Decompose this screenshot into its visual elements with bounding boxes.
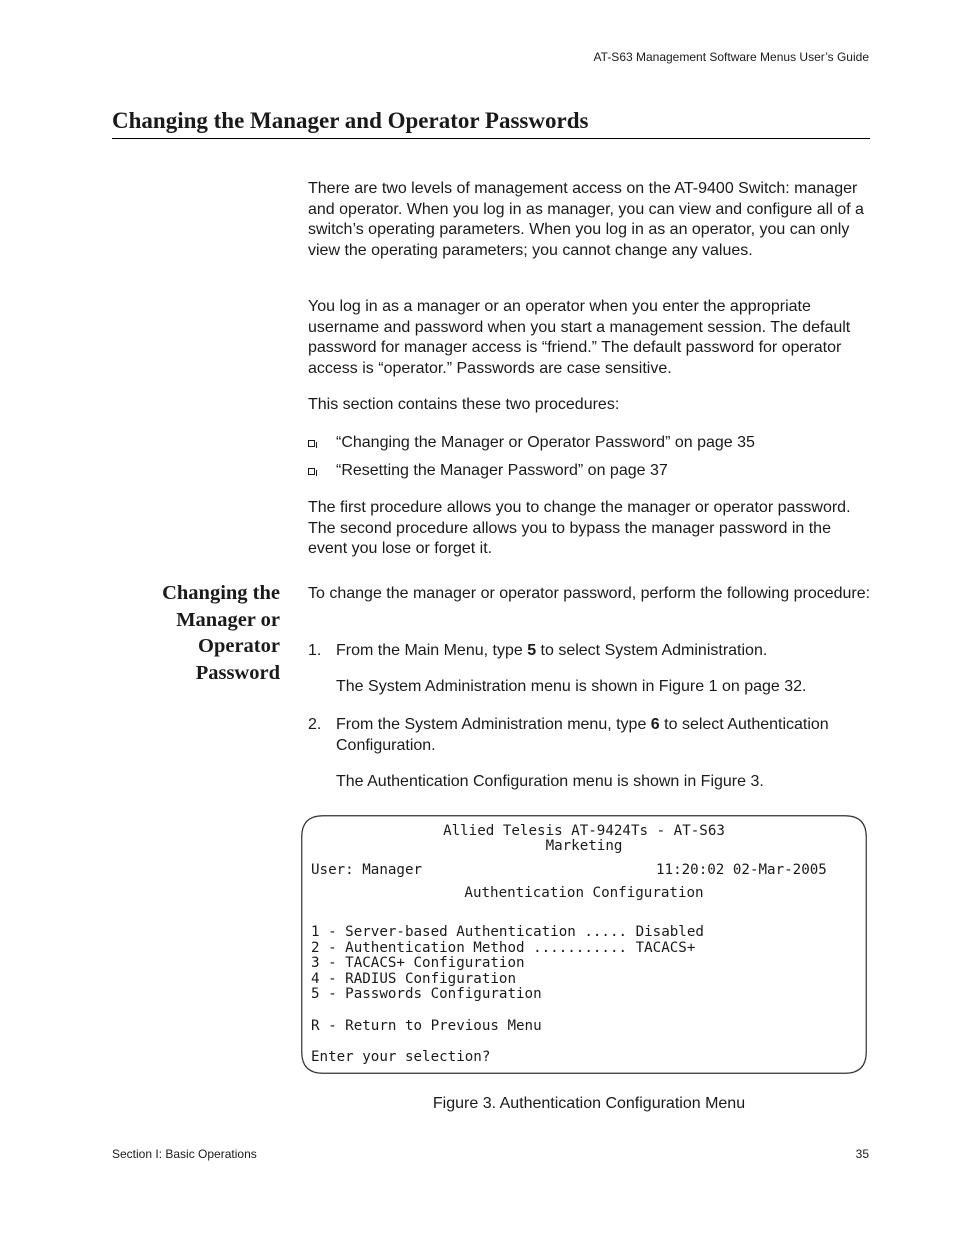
step-2: 2. From the System Administration menu, type 6 to select Authentication Configuration. (308, 716, 829, 754)
page-title: Changing the Manager and Operator Passwords (112, 108, 870, 139)
terminal-prompt[interactable]: Enter your selection? (311, 1049, 491, 1065)
intro-paragraph-1: There are two levels of management access on the AT-9400 Switch: manager and operator. When you log in as manager, you can view and configure all of a switch’s operating parameters. When you log in as an operator, you can only view the operating parameters; you cannot change any values. (308, 180, 864, 259)
figure-caption: Figure 3. Authentication Configuration Menu (432, 1095, 746, 1112)
step-1-note: The System Administration menu is shown in Figure 1 on page 32. (336, 678, 807, 695)
procedure-intro: To change the manager or operator password, perform the following procedure: (308, 585, 871, 602)
menu-item-passwords[interactable]: 5 - Passwords Configuration (311, 986, 542, 1002)
menu-item-return[interactable]: R - Return to Previous Menu (311, 1018, 542, 1034)
step-2-note: The Authentication Configuration menu is shown in Figure 3. (336, 773, 764, 790)
menu-item-tacacs[interactable]: 3 - TACACS+ Configuration (311, 955, 525, 971)
menu-item-radius[interactable]: 4 - RADIUS Configuration (311, 971, 516, 987)
key-6: 6 (650, 716, 660, 733)
footer-section: Section I: Basic Operations (112, 1147, 257, 1161)
terminal-title: Allied Telesis AT-9424Ts - AT-S63 (443, 823, 725, 839)
menu-item-auth-method[interactable]: 2 - Authentication Method ........... TACACS+ (311, 940, 696, 956)
terminal-datetime: 11:20:02 02-Mar-2005 (656, 862, 827, 878)
terminal-user: User: Manager (311, 862, 423, 878)
checkbox-bullet-icon (308, 440, 315, 447)
section-heading: Changing the Manager or Operator Password (162, 582, 280, 684)
step-1: 1. From the Main Menu, type 5 to select System Administration. (308, 642, 768, 659)
intro-paragraph-4: The first procedure allows you to change the manager or operator password. The second procedure allows you to bypass the manager password in the event you lose or forget it. (308, 499, 851, 557)
key-5: 5 (527, 642, 537, 659)
terminal-subtitle: Marketing (545, 838, 623, 854)
terminal-menu-title: Authentication Configuration (464, 885, 704, 901)
bullet-link-text[interactable]: “Resetting the Manager Password” on page 37 (336, 462, 668, 479)
intro-paragraph-3: This section contains these two procedures: (308, 396, 620, 413)
terminal-screenshot (301, 815, 867, 1074)
running-header: AT-S63 Management Software Menus User’s Guide (593, 50, 869, 64)
intro-paragraph-2: You log in as a manager or an operator when you enter the appropriate username and password when you start a management session. The default password for manager access is “friend.” The default password for operator access is “operator.” Passwords are case sensitive. (308, 298, 851, 377)
page-number: 35 (855, 1147, 869, 1161)
bullet-link-text[interactable]: “Changing the Manager or Operator Password” on page 35 (336, 434, 755, 451)
menu-item-server-auth[interactable]: 1 - Server-based Authentication ..... Disabled (311, 924, 704, 940)
checkbox-bullet-icon (308, 468, 315, 475)
